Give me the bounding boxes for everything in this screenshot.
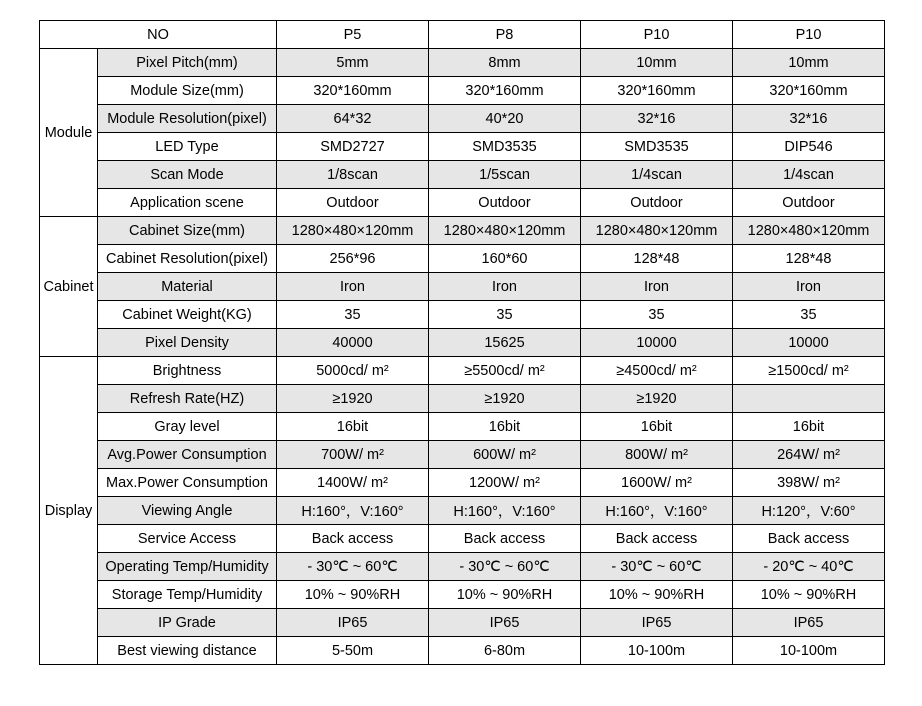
table-row [40,581,885,609]
table-cell: 1280×480×120mm [581,217,733,245]
row-label: Pixel Density [98,329,277,357]
row-label: Cabinet Resolution(pixel) [98,245,277,273]
table-cell: 16bit [429,413,581,441]
table-cell: - 30℃ ~ 60℃ [277,553,429,581]
table-cell: 1400W/ m² [277,469,429,497]
table-cell: 1280×480×120mm [733,217,885,245]
table-cell: 64*32 [277,105,429,133]
table-cell: Iron [733,273,885,301]
table-cell: 320*160mm [277,77,429,105]
row-label: Module Size(mm) [98,77,277,105]
row-label: Refresh Rate(HZ) [98,385,277,413]
row-label: Avg.Power Consumption [98,441,277,469]
table-cell: Back access [733,525,885,553]
table-row [40,77,885,105]
table-cell: 256*96 [277,245,429,273]
table-cell: 32*16 [581,105,733,133]
table-cell: IP65 [581,609,733,637]
table-cell: 398W/ m² [733,469,885,497]
table-cell: 1280×480×120mm [429,217,581,245]
row-label: Material [98,273,277,301]
table-cell: - 30℃ ~ 60℃ [429,553,581,581]
table-row [40,497,885,525]
table-row [40,553,885,581]
table-row [40,469,885,497]
table-cell: ≥1920 [429,385,581,413]
table-cell: Outdoor [733,189,885,217]
table-cell [733,385,885,413]
table-cell: 1/8scan [277,161,429,189]
row-label: LED Type [98,133,277,161]
table-cell: 10% ~ 90%RH [581,581,733,609]
table-cell: 35 [277,301,429,329]
table-cell: 32*16 [733,105,885,133]
table-cell: 10mm [733,49,885,77]
table-cell: 5-50m [277,637,429,665]
row-label: Best viewing distance [98,637,277,665]
table-cell: - 20℃ ~ 40℃ [733,553,885,581]
table-cell: 5000cd/ m² [277,357,429,385]
spec-table [39,20,885,665]
table-cell: 35 [733,301,885,329]
table-row [40,217,885,245]
table-cell: DIP546 [733,133,885,161]
header-model: P5 [277,21,429,49]
spec-table-body [40,21,885,665]
table-cell: ≥1920 [581,385,733,413]
table-cell: IP65 [429,609,581,637]
table-cell: SMD3535 [429,133,581,161]
table-cell: IP65 [277,609,429,637]
table-row [40,385,885,413]
table-cell: 40000 [277,329,429,357]
table-row [40,637,885,665]
table-cell: 128*48 [581,245,733,273]
table-cell: 10mm [581,49,733,77]
table-cell: - 30℃ ~ 60℃ [581,553,733,581]
table-cell: 128*48 [733,245,885,273]
table-cell: 10-100m [733,637,885,665]
table-cell: Back access [277,525,429,553]
table-cell: Outdoor [277,189,429,217]
table-row [40,609,885,637]
table-cell: ≥1500cd/ m² [733,357,885,385]
table-cell: 10% ~ 90%RH [277,581,429,609]
table-cell: 1280×480×120mm [277,217,429,245]
header-row [40,21,885,49]
table-cell: 1200W/ m² [429,469,581,497]
table-cell: SMD2727 [277,133,429,161]
row-label: Service Access [98,525,277,553]
row-label: Scan Mode [98,161,277,189]
table-cell: H:160°，V:160° [581,497,733,525]
header-model: P10 [733,21,885,49]
table-cell: 10000 [733,329,885,357]
row-label: IP Grade [98,609,277,637]
table-cell: 1/4scan [733,161,885,189]
table-cell: 8mm [429,49,581,77]
table-cell: H:120°，V:60° [733,497,885,525]
row-label: Operating Temp/Humidity [98,553,277,581]
table-cell: ≥1920 [277,385,429,413]
row-label: Viewing Angle [98,497,277,525]
row-label: Storage Temp/Humidity [98,581,277,609]
table-cell: 800W/ m² [581,441,733,469]
table-row [40,329,885,357]
table-row [40,49,885,77]
table-row [40,245,885,273]
table-cell: 35 [429,301,581,329]
table-cell: Iron [581,273,733,301]
row-label: Brightness [98,357,277,385]
header-no: NO [40,21,277,49]
table-cell: 16bit [581,413,733,441]
table-row [40,189,885,217]
table-cell: 10-100m [581,637,733,665]
table-cell: Iron [277,273,429,301]
table-cell: Back access [581,525,733,553]
table-row [40,301,885,329]
table-cell: 320*160mm [581,77,733,105]
table-cell: 320*160mm [429,77,581,105]
group-label: Cabinet [40,217,98,357]
row-label: Max.Power Consumption [98,469,277,497]
row-label: Application scene [98,189,277,217]
table-cell: 600W/ m² [429,441,581,469]
table-cell: 1/5scan [429,161,581,189]
table-row [40,161,885,189]
table-cell: Iron [429,273,581,301]
table-cell: 15625 [429,329,581,357]
table-row [40,525,885,553]
table-cell: SMD3535 [581,133,733,161]
table-cell: 10% ~ 90%RH [733,581,885,609]
table-row [40,133,885,161]
row-label: Cabinet Weight(KG) [98,301,277,329]
table-cell: Outdoor [581,189,733,217]
table-cell: IP65 [733,609,885,637]
table-cell: H:160°，V:160° [277,497,429,525]
header-model: P8 [429,21,581,49]
row-label: Pixel Pitch(mm) [98,49,277,77]
table-cell: 700W/ m² [277,441,429,469]
table-cell: ≥5500cd/ m² [429,357,581,385]
table-row [40,413,885,441]
group-label: Display [40,357,98,665]
table-row [40,273,885,301]
table-cell: H:160°，V:160° [429,497,581,525]
table-cell: 10000 [581,329,733,357]
table-cell: 160*60 [429,245,581,273]
table-cell: 6-80m [429,637,581,665]
table-row [40,357,885,385]
header-model: P10 [581,21,733,49]
table-cell: 10% ~ 90%RH [429,581,581,609]
table-cell: 16bit [277,413,429,441]
table-cell: 1600W/ m² [581,469,733,497]
table-cell: 35 [581,301,733,329]
table-cell: ≥4500cd/ m² [581,357,733,385]
table-cell: 40*20 [429,105,581,133]
table-cell: 320*160mm [733,77,885,105]
row-label: Cabinet Size(mm) [98,217,277,245]
table-cell: Outdoor [429,189,581,217]
table-cell: 16bit [733,413,885,441]
table-cell: 1/4scan [581,161,733,189]
row-label: Module Resolution(pixel) [98,105,277,133]
table-cell: Back access [429,525,581,553]
table-row [40,105,885,133]
table-cell: 264W/ m² [733,441,885,469]
table-row [40,441,885,469]
row-label: Gray level [98,413,277,441]
group-label: Module [40,49,98,217]
table-cell: 5mm [277,49,429,77]
